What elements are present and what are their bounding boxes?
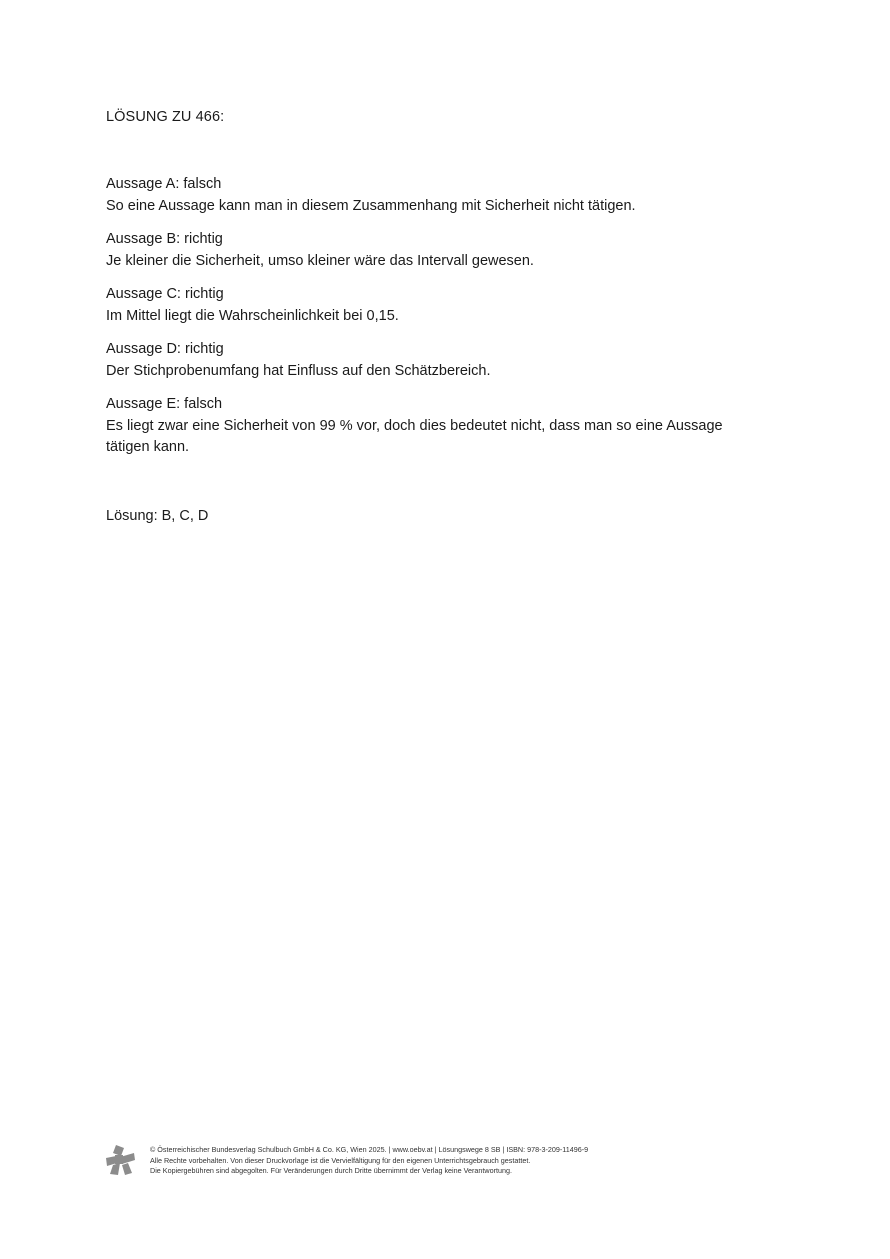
copyright-notice <box>150 1145 670 1177</box>
statement-explanation: Je kleiner die Sicherheit, umso kleiner wäre das Intervall gewesen. <box>106 252 534 269</box>
statement-explanation: Im Mittel liegt die Wahrscheinlichkeit bei 0,15. <box>106 307 399 324</box>
solution-summary: Lösung: B, C, D <box>106 508 209 524</box>
statement-a <box>106 174 766 217</box>
statement-c <box>106 284 766 327</box>
statement-explanation: Der Stichprobenumfang hat Einfluss auf den Schätzbereich. <box>106 362 491 379</box>
statement-d <box>106 339 766 382</box>
oebv-logo-icon <box>104 1144 136 1176</box>
statement-e <box>106 394 766 459</box>
publisher-footer <box>104 1142 664 1182</box>
statement-label: Aussage E: falsch <box>106 396 223 412</box>
rights-line: Alle Rechte vorbehalten. Von dieser Druckvorlage ist die Vervielfältigung für den eigenen Unterrichtsgebrauch gestattet. <box>150 1155 531 1165</box>
statement-explanation: So eine Aussage kann man in diesem Zusammenhang mit Sicherheit nicht tätigen. <box>106 197 636 214</box>
statement-label: Aussage C: richtig <box>106 286 224 302</box>
statement-b <box>106 229 766 272</box>
statement-label: Aussage A: falsch <box>106 176 222 192</box>
statement-label: Aussage B: richtig <box>106 231 223 247</box>
page-title: LÖSUNG ZU 466: <box>106 109 225 125</box>
liability-line: Die Kopiergebühren sind abgegolten. Für Veränderungen durch Dritte übernimmt der Verlag keine Verantwortung. <box>150 1166 512 1175</box>
statement-list <box>106 174 766 471</box>
statement-label: Aussage D: richtig <box>106 341 224 357</box>
statement-explanation: Es liegt zwar eine Sicherheit von 99 % vor, doch dies bedeutet nicht, dass man so eine Aussage tätigen kann. <box>106 417 723 455</box>
copyright-line: © Österreichischer Bundesverlag Schulbuch GmbH & Co. KG, Wien 2025. | www.oebv.at | Lösungswege 8 SB | ISBN: 978-3-209-11496-9 <box>150 1145 589 1154</box>
